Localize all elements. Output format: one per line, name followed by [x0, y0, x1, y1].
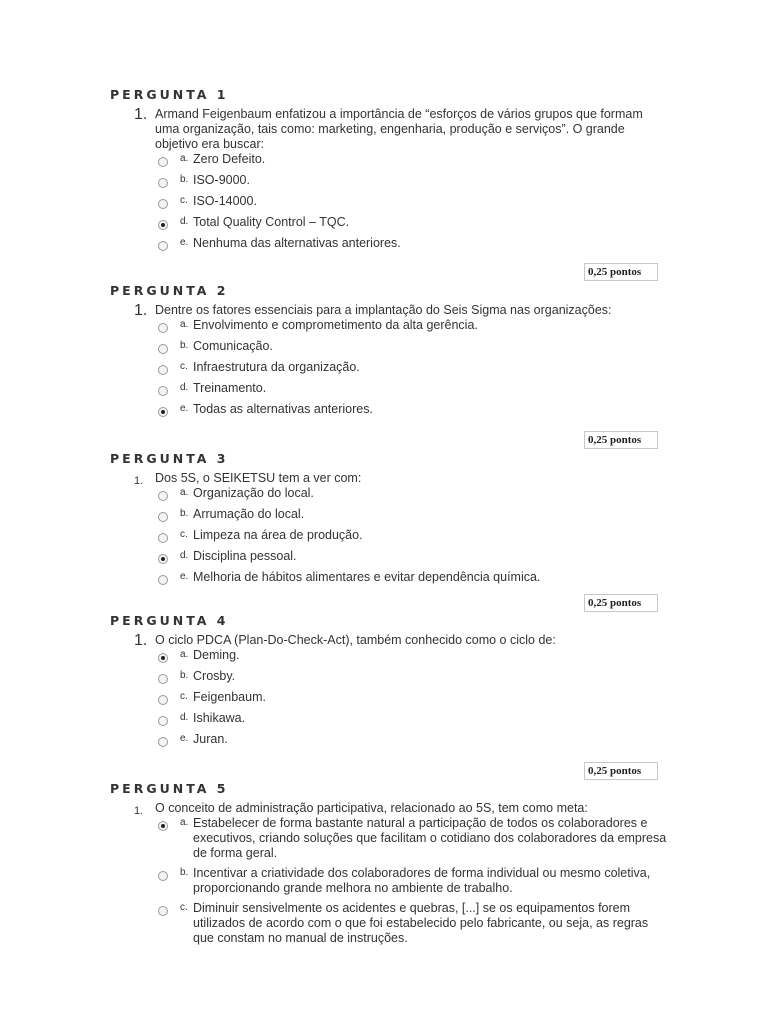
radio-button[interactable] [158, 554, 168, 564]
option-b[interactable] [158, 669, 670, 690]
question-1 [110, 87, 670, 257]
option-text: Organização do local. [193, 486, 314, 500]
option-a[interactable] [158, 152, 670, 173]
option-letter: d. [180, 550, 189, 561]
radio-button[interactable] [158, 157, 168, 167]
option-text: Incentivar a criatividade dos colaboradores de forma individual ou mesmo coletiva, proporcionando grande melhora no ambiente de trabalho. [193, 866, 651, 895]
option-b[interactable] [158, 173, 670, 194]
option-a[interactable] [158, 648, 670, 669]
radio-button[interactable] [158, 323, 168, 333]
question-statement [110, 633, 670, 648]
option-b[interactable] [158, 339, 670, 360]
question-statement [110, 107, 670, 152]
question-statement [110, 303, 670, 318]
option-text: Limpeza na área de produção. [193, 528, 363, 542]
question-title: PERGUNTA 5 [110, 781, 229, 796]
radio-button[interactable] [158, 407, 168, 417]
question-3 [110, 451, 670, 591]
radio-button[interactable] [158, 386, 168, 396]
options-list [110, 816, 670, 946]
option-letter: c. [180, 902, 188, 913]
option-letter: d. [180, 382, 189, 393]
option-text: Treinamento. [193, 381, 267, 395]
question-number: 1. [134, 302, 148, 319]
radio-button[interactable] [158, 178, 168, 188]
question-number: 1. [134, 632, 148, 649]
question-5 [110, 781, 670, 951]
question-text: Dos 5S, o SEIKETSU tem a ver com: [155, 471, 362, 485]
option-e[interactable] [158, 402, 670, 423]
option-text: Deming. [193, 648, 240, 662]
option-text: Crosby. [193, 669, 236, 683]
radio-button[interactable] [158, 906, 168, 916]
radio-button[interactable] [158, 821, 168, 831]
question-title: PERGUNTA 1 [110, 87, 229, 102]
option-c[interactable] [158, 528, 670, 549]
question-text: O conceito de administração participativa, relacionado ao 5S, tem como meta: [155, 801, 588, 815]
points-box-4: 0,25 pontos [584, 762, 658, 780]
radio-button[interactable] [158, 653, 168, 663]
radio-button[interactable] [158, 344, 168, 354]
question-text: Armand Feigenbaum enfatizou a importância de “esforços de vários grupos que formam uma organização, tais como: marketing, engenharia, produção e serviços”. O grande objetivo era buscar: [155, 107, 643, 151]
question-number: 1. [134, 106, 148, 123]
option-letter: b. [180, 340, 189, 351]
option-letter: a. [180, 153, 189, 164]
radio-button[interactable] [158, 575, 168, 585]
option-letter: b. [180, 174, 189, 185]
option-d[interactable] [158, 381, 670, 402]
radio-button[interactable] [158, 695, 168, 705]
question-text: O ciclo PDCA (Plan-Do-Check-Act), também conhecido como o ciclo de: [155, 633, 556, 647]
option-a[interactable] [158, 816, 670, 861]
option-letter: e. [180, 571, 189, 582]
option-e[interactable] [158, 570, 670, 591]
radio-button[interactable] [158, 241, 168, 251]
radio-button[interactable] [158, 365, 168, 375]
option-text: Zero Defeito. [193, 152, 266, 166]
option-e[interactable] [158, 732, 670, 753]
option-c[interactable] [158, 690, 670, 711]
option-letter: a. [180, 649, 189, 660]
option-text: Todas as alternativas anteriores. [193, 402, 373, 416]
option-text: Ishikawa. [193, 711, 246, 725]
option-text: Total Quality Control – TQC. [193, 215, 350, 229]
question-number: 1. [134, 805, 144, 817]
option-text: Nenhuma das alternativas anteriores. [193, 236, 401, 250]
option-d[interactable] [158, 549, 670, 570]
question-title: PERGUNTA 4 [110, 613, 229, 628]
option-letter: d. [180, 216, 189, 227]
option-letter: e. [180, 237, 189, 248]
option-letter: c. [180, 361, 188, 372]
option-c[interactable] [158, 194, 670, 215]
option-c[interactable] [158, 901, 670, 946]
option-letter: a. [180, 319, 189, 330]
option-letter: b. [180, 508, 189, 519]
options-list [110, 486, 670, 591]
points-box-3: 0,25 pontos [584, 594, 658, 612]
option-c[interactable] [158, 360, 670, 381]
options-list [110, 648, 670, 753]
option-letter: e. [180, 403, 189, 414]
question-title: PERGUNTA 3 [110, 451, 229, 466]
option-text: Melhoria de hábitos alimentares e evitar dependência química. [193, 570, 541, 584]
option-letter: c. [180, 529, 188, 540]
points-box-1: 0,25 pontos [584, 263, 658, 281]
option-e[interactable] [158, 236, 670, 257]
question-statement [110, 471, 670, 486]
question-text: Dentre os fatores essenciais para a implantação do Seis Sigma nas organizações: [155, 303, 612, 317]
radio-button[interactable] [158, 533, 168, 543]
option-d[interactable] [158, 215, 670, 236]
options-list [110, 152, 670, 257]
question-title: PERGUNTA 2 [110, 283, 229, 298]
option-letter: b. [180, 670, 189, 681]
question-statement [110, 801, 670, 816]
option-letter: e. [180, 733, 189, 744]
option-text: ISO-14000. [193, 194, 257, 208]
option-a[interactable] [158, 486, 670, 507]
option-letter: a. [180, 817, 189, 828]
radio-button[interactable] [158, 491, 168, 501]
option-text: Diminuir sensivelmente os acidentes e quebras, [...] se os equipamentos forem utilizados de acordo com o que foi estabelecido pelo fabricante, ou seja, as regras que constam no manual de instruções. [193, 901, 649, 945]
option-text: Infraestrutura da organização. [193, 360, 360, 374]
question-2 [110, 283, 670, 423]
option-text: Estabelecer de forma bastante natural a participação de todos os colaboradores e executivos, criando soluções que facilitam o cotidiano dos colaboradores da empresa de forma geral. [193, 816, 667, 860]
question-number: 1. [134, 475, 144, 487]
option-text: Disciplina pessoal. [193, 549, 297, 563]
option-text: Arrumação do local. [193, 507, 305, 521]
option-b[interactable] [158, 507, 670, 528]
option-text: Juran. [193, 732, 228, 746]
question-4 [110, 613, 670, 753]
option-d[interactable] [158, 711, 670, 732]
radio-button[interactable] [158, 220, 168, 230]
radio-button[interactable] [158, 716, 168, 726]
option-text: Feigenbaum. [193, 690, 266, 704]
radio-button[interactable] [158, 512, 168, 522]
points-box-2: 0,25 pontos [584, 431, 658, 449]
option-letter: a. [180, 487, 189, 498]
radio-button[interactable] [158, 674, 168, 684]
option-a[interactable] [158, 318, 670, 339]
option-letter: c. [180, 691, 188, 702]
option-text: Envolvimento e comprometimento da alta gerência. [193, 318, 478, 332]
option-text: Comunicação. [193, 339, 273, 353]
radio-button[interactable] [158, 199, 168, 209]
options-list [110, 318, 670, 423]
option-letter: d. [180, 712, 189, 723]
option-b[interactable] [158, 866, 670, 896]
radio-button[interactable] [158, 871, 168, 881]
option-letter: c. [180, 195, 188, 206]
option-letter: b. [180, 867, 189, 878]
radio-button[interactable] [158, 737, 168, 747]
option-text: ISO-9000. [193, 173, 250, 187]
